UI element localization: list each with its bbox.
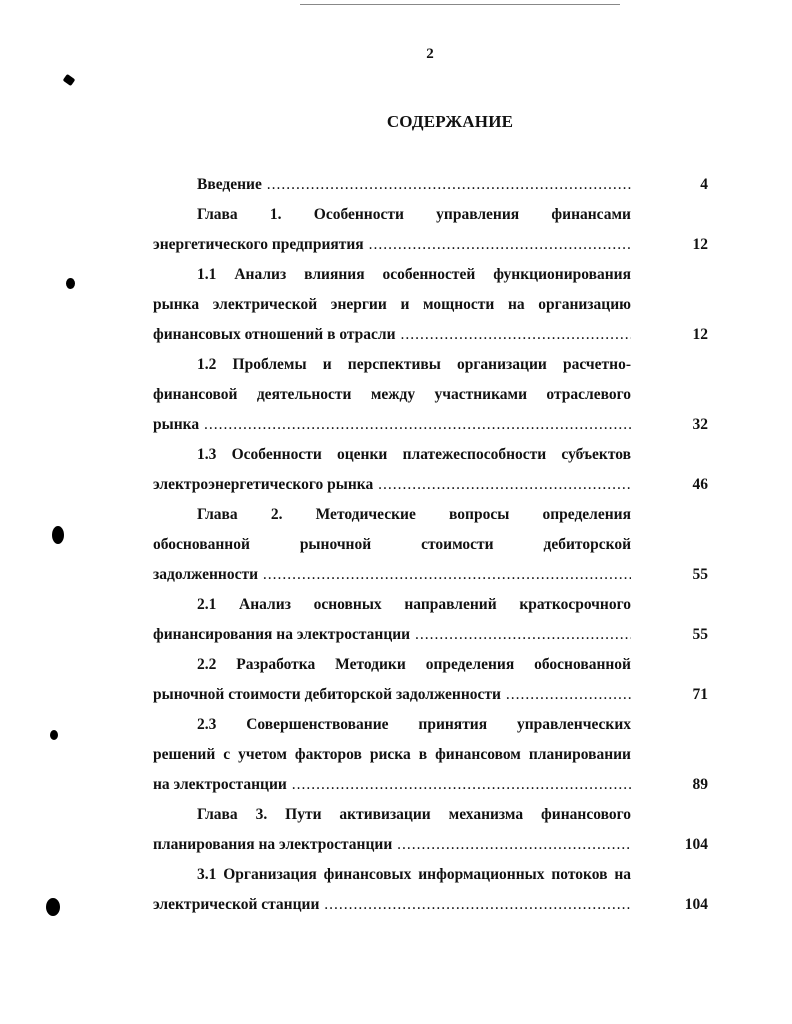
toc-entry-text [153, 590, 631, 650]
toc-entry-line: задолженности ..... [153, 560, 631, 590]
scan-mark [46, 898, 60, 916]
toc-entry-line: Глава 3. Пути активизации механизма финансового [197, 806, 631, 823]
toc-entry-line: Введение ..... [153, 170, 631, 200]
table-of-contents [153, 170, 708, 920]
toc-page-number: 71 [692, 686, 708, 703]
scan-artifact-top [300, 4, 620, 5]
toc-entry-text [153, 650, 631, 710]
scan-mark [63, 74, 76, 86]
toc-entry-line: Глава 2. Методические вопросы определения [197, 506, 631, 523]
toc-page-number: 12 [692, 326, 708, 343]
toc-entry [153, 800, 708, 860]
toc-page-number: 104 [684, 836, 708, 853]
toc-entry-line: 1.1 Анализ влияния особенностей функционирования [197, 266, 631, 283]
toc-entry-text [153, 200, 631, 260]
toc-entry-text [153, 440, 631, 500]
scan-mark [66, 278, 75, 289]
toc-entry [153, 200, 708, 260]
toc-entry [153, 860, 708, 920]
scan-mark [50, 730, 58, 740]
toc-entry-line: финансовой деятельности между участниками отраслевого [153, 386, 631, 403]
toc-entry-line: на электростанции ..... [153, 770, 631, 800]
toc-entry [153, 650, 708, 710]
toc-entry-line: 3.1 Организация финансовых информационных потоков на [197, 866, 631, 883]
toc-entry-line: решений с учетом факторов риска в финансовом планировании [153, 746, 631, 763]
toc-entry-line: финансирования на электростанции ..... [153, 620, 631, 650]
toc-entry [153, 710, 708, 800]
toc-page-number: 104 [684, 896, 708, 913]
toc-entry-text [153, 860, 631, 920]
toc-entry [153, 170, 708, 200]
toc-entry [153, 350, 708, 440]
toc-page-number: 89 [692, 776, 708, 793]
toc-entry-text [153, 350, 631, 440]
toc-entry-line: рынка ..... [153, 410, 631, 440]
toc-entry-line: 2.3 Совершенствование принятия управленческих [197, 716, 631, 733]
toc-entry [153, 590, 708, 650]
toc-entry-line: 2.2 Разработка Методики определения обоснованной [197, 656, 631, 673]
toc-entry-line: Глава 1. Особенности управления финансами [197, 206, 631, 223]
toc-page-number: 55 [692, 626, 708, 643]
toc-entry-line: электрической станции ..... [153, 890, 631, 920]
toc-entry [153, 260, 708, 350]
toc-page-number: 12 [692, 236, 708, 253]
toc-entry-line: 1.3 Особенности оценки платежеспособности субъектов [197, 446, 631, 463]
toc-entry-line: рыночной стоимости дебиторской задолженности ..... [153, 680, 631, 710]
toc-entry-text [153, 800, 631, 860]
toc-page-number: 4 [700, 176, 708, 193]
toc-entry-line: 1.2 Проблемы и перспективы организации расчетно- [197, 356, 631, 373]
page-number: 2 [426, 46, 434, 62]
toc-entry [153, 500, 708, 590]
toc-entry [153, 440, 708, 500]
toc-page-number: 32 [692, 416, 708, 433]
toc-page-number: 55 [692, 566, 708, 583]
toc-entry-line: энергетического предприятия ..... [153, 230, 631, 260]
toc-entry-text [153, 260, 631, 350]
toc-entry-line: рынка электрической энергии и мощности на организацию [153, 296, 631, 313]
toc-entry-line: обоснованной рыночной стоимости дебиторской [153, 536, 631, 553]
toc-entry-text [153, 170, 631, 200]
page-title: СОДЕРЖАНИЕ [386, 112, 514, 131]
toc-entry-line: электроэнергетического рынка ..... [153, 470, 631, 500]
toc-entry-line: планирования на электростанции ..... [153, 830, 631, 860]
toc-entry-text [153, 500, 631, 590]
toc-page-number: 46 [692, 476, 708, 493]
toc-entry-line: 2.1 Анализ основных направлений краткосрочного [197, 596, 631, 613]
toc-entry-line: финансовых отношений в отрасли ..... [153, 320, 631, 350]
toc-entry-text [153, 710, 631, 800]
scan-mark [52, 526, 64, 544]
